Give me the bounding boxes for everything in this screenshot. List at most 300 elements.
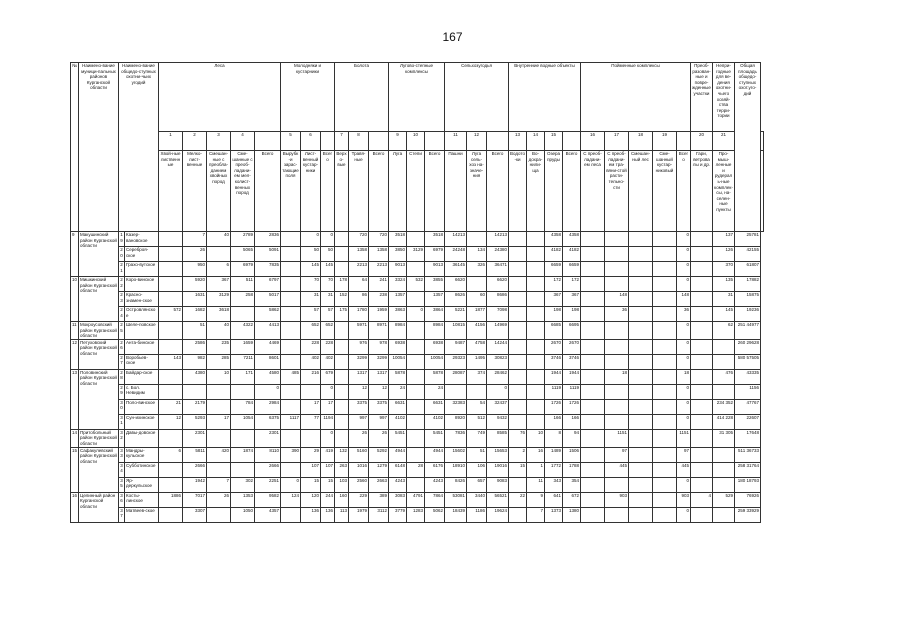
table-cell: 2789 — [231, 232, 255, 247]
column-number — [321, 132, 335, 151]
ground-name: Матвеев-ское — [125, 507, 159, 522]
table-cell: 136 — [301, 507, 321, 522]
table-cell — [691, 384, 713, 399]
table-cell — [281, 292, 301, 307]
table-cell — [605, 339, 629, 354]
table-cell: 0 — [677, 354, 691, 369]
table-cell: 5920 — [183, 277, 207, 292]
table-cell: 285 — [207, 354, 231, 369]
table-cell: 1495 — [467, 354, 487, 369]
table-cell: 136 — [321, 507, 335, 522]
ground-number: 27 — [119, 354, 125, 369]
table-cell: 367 — [545, 292, 563, 307]
table-cell: 1117 — [281, 414, 301, 429]
column-number: 5 — [281, 132, 301, 151]
table-cell: 4322 — [231, 322, 255, 340]
table-cell: 258 — [231, 292, 255, 307]
table-cell: 17648 — [735, 429, 761, 447]
table-cell: 9013 — [425, 262, 445, 277]
table-cell — [207, 462, 231, 477]
ground-number: 29 — [119, 384, 125, 399]
table-cell: 43335 — [735, 369, 761, 384]
table-cell — [581, 399, 605, 414]
ground-name: Грахо-вутское — [125, 262, 159, 277]
table-cell — [581, 507, 605, 522]
table-cell: 76 — [509, 429, 527, 447]
table-cell — [281, 339, 301, 354]
table-cell: 14969 — [487, 322, 509, 340]
column-number: 2 — [183, 132, 207, 151]
table-cell — [207, 247, 231, 262]
column-number: 3 — [207, 132, 231, 151]
table-cell — [159, 232, 183, 247]
table-cell: 1317 — [349, 369, 369, 384]
table-cell — [691, 322, 713, 340]
table-cell: 6620 — [487, 277, 509, 292]
table-cell — [407, 232, 425, 247]
table-cell — [509, 292, 527, 307]
table-cell — [407, 322, 425, 340]
table-cell — [527, 339, 545, 354]
table-cell: 1054 — [231, 414, 255, 429]
table-cell: 367 — [563, 292, 581, 307]
table-cell: 1317 — [369, 369, 389, 384]
table-cell: 5292 — [369, 447, 389, 462]
table-cell: 152 — [335, 292, 349, 307]
table-cell: 1944 — [545, 369, 563, 384]
table-cell — [653, 339, 677, 354]
table-cell: 18439 — [445, 507, 467, 522]
table-cell: 14244 — [487, 339, 509, 354]
table-cell: 260 29628 — [735, 339, 761, 354]
table-cell — [159, 384, 183, 399]
table-cell: 107 — [301, 462, 321, 477]
table-cell: 14213 — [487, 232, 509, 247]
table-cell: 8585 — [487, 429, 509, 447]
table-cell: 0 — [677, 339, 691, 354]
table-cell — [509, 477, 527, 492]
table-cell: 36471 — [487, 262, 509, 277]
table-cell: 3746 — [563, 354, 581, 369]
table-cell: 2213 — [349, 262, 369, 277]
table-cell: 31 — [713, 292, 735, 307]
district-number: 16 — [71, 492, 79, 522]
table-cell: 7098 — [487, 307, 509, 322]
table-cell — [407, 477, 425, 492]
table-cell — [691, 414, 713, 429]
table-cell: 0 — [677, 232, 691, 247]
table-cell — [629, 307, 653, 322]
table-cell: 4102 — [425, 414, 445, 429]
table-cell — [713, 477, 735, 492]
table-cell: 12 — [159, 414, 183, 429]
column-subheader: Всего — [563, 151, 581, 232]
table-cell — [335, 429, 349, 447]
table-row — [71, 462, 764, 477]
table-cell: 580 57505 — [735, 354, 761, 369]
table-row — [71, 414, 764, 429]
column-number — [425, 132, 445, 151]
table-cell: 4758 — [467, 339, 487, 354]
table-cell: 0 — [301, 232, 321, 247]
table-row — [71, 262, 764, 277]
table-cell — [527, 354, 545, 369]
table-cell — [281, 354, 301, 369]
table-cell: 86 — [349, 292, 369, 307]
table-cell: 1357 — [389, 292, 407, 307]
table-cell — [159, 507, 183, 522]
table-cell: 6620 — [445, 277, 467, 292]
table-cell: 414 228 — [713, 414, 735, 429]
table-cell — [581, 462, 605, 477]
table-cell: 5862 — [255, 307, 281, 322]
table-cell: 6659 — [563, 262, 581, 277]
table-cell — [605, 262, 629, 277]
table-cell — [629, 462, 653, 477]
column-number — [487, 132, 509, 151]
table-row — [71, 369, 764, 384]
table-cell: 57 — [321, 307, 335, 322]
table-cell: 0 — [321, 384, 335, 399]
table-cell: 0 — [407, 307, 425, 322]
table-cell — [281, 507, 301, 522]
table-cell — [713, 507, 735, 522]
table-cell: 8601 — [255, 354, 281, 369]
table-cell: 4102 — [389, 414, 407, 429]
table-cell — [281, 307, 301, 322]
table-cell: 4380 — [183, 369, 207, 384]
ground-number: 32 — [119, 429, 125, 447]
ground-name: с. Бол. Невидим — [125, 384, 159, 399]
table-cell: 15875 — [735, 292, 761, 307]
table-cell: 5971 — [349, 322, 369, 340]
ground-name: Шеле-повское — [125, 322, 159, 340]
header-water: Внутренние водные объекты — [509, 63, 581, 132]
district-number: 15 — [71, 447, 79, 492]
table-cell: 21 — [159, 399, 183, 414]
table-cell — [407, 429, 425, 447]
table-cell: 532 — [407, 277, 425, 292]
header-row — [71, 63, 764, 132]
table-cell — [653, 447, 677, 462]
ground-name: Сереброя-ское — [125, 247, 159, 262]
table-cell: 5065 — [231, 247, 255, 262]
table-cell: 3375 — [369, 399, 389, 414]
column-subheader: Водото-ки — [509, 151, 527, 232]
table-cell — [281, 384, 301, 399]
district-name: Мокроусовский район Курганской области — [80, 322, 117, 339]
table-cell: 4413 — [255, 322, 281, 340]
table-cell — [407, 384, 425, 399]
table-cell: 132 — [335, 447, 349, 462]
table-cell: 302 — [231, 477, 255, 492]
table-cell — [407, 339, 425, 354]
table-cell: 62 — [713, 322, 735, 340]
table-cell — [335, 354, 349, 369]
table-cell — [281, 262, 301, 277]
table-cell: 1877 — [467, 307, 487, 322]
table-cell — [653, 307, 677, 322]
table-cell: 3307 — [183, 507, 207, 522]
table-cell: 1358 — [369, 247, 389, 262]
table-cell — [629, 247, 653, 262]
header-no: № — [71, 63, 79, 232]
table-cell: 3299 — [349, 354, 369, 369]
table-cell: 103 — [335, 477, 349, 492]
table-cell: 9487 — [445, 339, 467, 354]
table-cell — [407, 262, 425, 277]
district-name: Притобольный район Курганской области — [80, 429, 117, 446]
table-cell: 120 — [301, 492, 321, 507]
table-cell — [691, 429, 713, 447]
table-cell: 1682 — [183, 307, 207, 322]
table-cell: 5878 — [389, 369, 407, 384]
table-cell — [301, 384, 321, 399]
column-subheader: С преоб-ладани-ем тра-вяни-стой расти-тельно-сти — [605, 151, 629, 232]
table-cell: 145 — [321, 262, 335, 277]
ground-number: 35 — [119, 477, 125, 492]
column-subheader: Луга — [389, 151, 407, 232]
table-cell: 106 — [467, 462, 487, 477]
table-cell: 1373 — [545, 507, 563, 522]
column-number: 15 — [545, 132, 563, 151]
table-cell: 42155 — [735, 247, 761, 262]
table-cell: 24380 — [487, 247, 509, 262]
column-subheader — [761, 151, 764, 232]
table-cell: 0 — [677, 414, 691, 429]
table-cell — [605, 507, 629, 522]
table-cell: 124 — [281, 492, 301, 507]
table-cell — [581, 429, 605, 447]
table-cell: 0 — [677, 277, 691, 292]
table-cell: 6 — [207, 262, 231, 277]
ground-number: 23 — [119, 292, 125, 307]
table-cell — [159, 292, 183, 307]
table-cell — [159, 339, 183, 354]
table-cell: 3083 — [389, 492, 407, 507]
table-cell — [467, 384, 487, 399]
table-cell: 26 — [369, 429, 389, 447]
table-cell: 17882 — [735, 277, 761, 292]
table-cell: 3864 — [425, 307, 445, 322]
column-number: 6 — [301, 132, 321, 151]
table-cell — [335, 384, 349, 399]
column-number: 20 — [691, 132, 713, 151]
table-cell — [653, 462, 677, 477]
table-cell: 1279 — [369, 462, 389, 477]
table-cell — [231, 307, 255, 322]
table-cell: 1119 — [563, 384, 581, 399]
table-cell — [509, 307, 527, 322]
table-cell: 367 — [207, 277, 231, 292]
table-cell: 263 — [335, 462, 349, 477]
table-cell: 1380 — [563, 507, 581, 522]
district-name: Петуховский район Курганской области — [79, 339, 119, 369]
table-cell — [653, 507, 677, 522]
table-cell: 997 — [349, 414, 369, 429]
table-cell: 17 — [207, 414, 231, 429]
table-cell — [605, 414, 629, 429]
table-cell: 5017 — [255, 292, 281, 307]
table-cell: 50 — [301, 247, 321, 262]
table-cell: 19624 — [487, 507, 509, 522]
table-cell — [527, 277, 545, 292]
hunting-grounds-table — [70, 62, 764, 523]
table-cell: 652 — [321, 322, 335, 340]
table-cell: 0 — [677, 262, 691, 277]
table-cell — [629, 322, 653, 340]
subheader-row — [71, 151, 764, 232]
table-cell: 18 — [677, 369, 691, 384]
table-cell: 0 — [677, 477, 691, 492]
table-cell: 7 — [183, 232, 207, 247]
table-cell: 402 — [321, 354, 335, 369]
column-number: 9 — [389, 132, 407, 151]
district-name: Целинный район Курганской области — [79, 492, 119, 522]
table-cell: 5091 — [255, 247, 281, 262]
table-cell — [467, 232, 487, 247]
table-cell: 679 — [321, 369, 335, 384]
table-cell: 40 — [207, 232, 231, 247]
table-cell: 0 — [321, 429, 335, 447]
table-cell: 166 — [563, 414, 581, 429]
table-cell: 1886 — [159, 492, 183, 507]
table-cell — [281, 277, 301, 292]
column-number — [563, 132, 581, 151]
table-cell: 175 — [335, 307, 349, 322]
table-cell: 5293 — [183, 414, 207, 429]
table-cell — [527, 232, 545, 247]
table-cell: 6979 — [425, 247, 445, 262]
table-cell: 51 — [467, 447, 487, 462]
table-cell — [335, 414, 349, 429]
table-cell: 24 — [425, 384, 445, 399]
table-cell: 6938 — [425, 339, 445, 354]
table-cell — [231, 384, 255, 399]
table-cell: 7211 — [231, 354, 255, 369]
column-subheader: Степи — [407, 151, 425, 232]
table-cell: 0 — [677, 384, 691, 399]
table-cell: 3518 — [425, 232, 445, 247]
column-subheader: Вырубк-и зарас-тающие поля — [281, 151, 301, 232]
ground-number: 30 — [119, 399, 125, 414]
column-number: 10 — [407, 132, 425, 151]
table-cell: 0 — [677, 322, 691, 340]
table-cell: 145 — [301, 262, 321, 277]
table-cell: 5062 — [425, 507, 445, 522]
district-number: 10 — [71, 277, 79, 322]
table-cell: 1186 — [467, 507, 487, 522]
table-cell — [581, 447, 605, 462]
table-cell: 3855 — [425, 277, 445, 292]
table-cell: 512 — [467, 414, 487, 429]
table-cell: 2213 — [369, 262, 389, 277]
table-cell: 31 — [301, 292, 321, 307]
ground-name: Байдар-ское — [125, 369, 159, 384]
table-cell — [629, 507, 653, 522]
table-cell: 4944 — [389, 447, 407, 462]
header-district: Наимено-вание муници-пальных районов Курганской области — [79, 63, 119, 232]
table-cell: 4358 — [545, 232, 563, 247]
table-cell: 1358 — [349, 247, 369, 262]
table-cell: 61807 — [735, 262, 761, 277]
table-cell: 70 — [321, 277, 335, 292]
table-cell — [335, 399, 349, 414]
table-cell — [629, 447, 653, 462]
column-number — [761, 132, 764, 151]
table-cell: 1726 — [545, 399, 563, 414]
table-cell: 4944 — [425, 447, 445, 462]
table-cell: 8971 — [369, 322, 389, 340]
ground-name: Поло-винское — [125, 399, 159, 414]
table-cell: 36 — [677, 307, 691, 322]
table-cell: 485 — [281, 369, 301, 384]
table-cell: 1788 — [563, 462, 581, 477]
table-cell: 1016 — [349, 462, 369, 477]
table-cell: 15602 — [445, 447, 467, 462]
table-cell — [159, 322, 183, 340]
table-cell — [581, 307, 605, 322]
table-cell: 3518 — [389, 232, 407, 247]
table-cell — [691, 262, 713, 277]
ground-number: 26 — [119, 339, 125, 354]
table-cell: 64 — [349, 277, 369, 292]
table-cell: 19016 — [487, 462, 509, 477]
table-cell — [509, 507, 527, 522]
table-cell — [713, 447, 735, 462]
table-cell: 9083 — [487, 477, 509, 492]
column-subheader: С преоб-ладани-ем леса — [581, 151, 605, 232]
table-cell: 657 — [467, 477, 487, 492]
column-subheader: Всего — [425, 151, 445, 232]
table-cell: 57 — [301, 307, 321, 322]
table-cell: 15 — [509, 462, 527, 477]
table-cell: 32437 — [487, 399, 509, 414]
table-cell: 5221 — [445, 307, 467, 322]
table-cell: 10054 — [389, 354, 407, 369]
table-cell: 2301 — [255, 429, 281, 447]
table-cell: 10815 — [445, 322, 467, 340]
table-cell — [653, 369, 677, 384]
table-row — [71, 232, 764, 247]
table-cell — [653, 277, 677, 292]
table-cell — [581, 292, 605, 307]
table-cell — [527, 322, 545, 340]
table-cell — [581, 247, 605, 262]
table-cell: 259 33929 — [735, 507, 761, 522]
table-cell: 6979 — [231, 262, 255, 277]
table-cell — [527, 399, 545, 414]
table-cell — [407, 354, 425, 369]
table-cell: 77 — [301, 414, 321, 429]
table-cell: 445 — [605, 462, 629, 477]
table-cell — [653, 414, 677, 429]
district-number: 14 — [71, 429, 79, 447]
table-cell: 343 — [545, 477, 563, 492]
table-cell: 8 — [545, 429, 563, 447]
ground-number: 34 — [119, 462, 125, 477]
table-cell: 4 — [691, 492, 713, 507]
table-cell: 3375 — [349, 399, 369, 414]
table-cell: 251 44977 — [735, 322, 761, 340]
table-cell — [653, 429, 677, 447]
table-cell: 5160 — [349, 447, 369, 462]
table-cell: 1050 — [231, 507, 255, 522]
table-cell — [159, 277, 183, 292]
table-cell: 172 — [563, 277, 581, 292]
table-cell — [581, 322, 605, 340]
table-cell: 9432 — [487, 414, 509, 429]
